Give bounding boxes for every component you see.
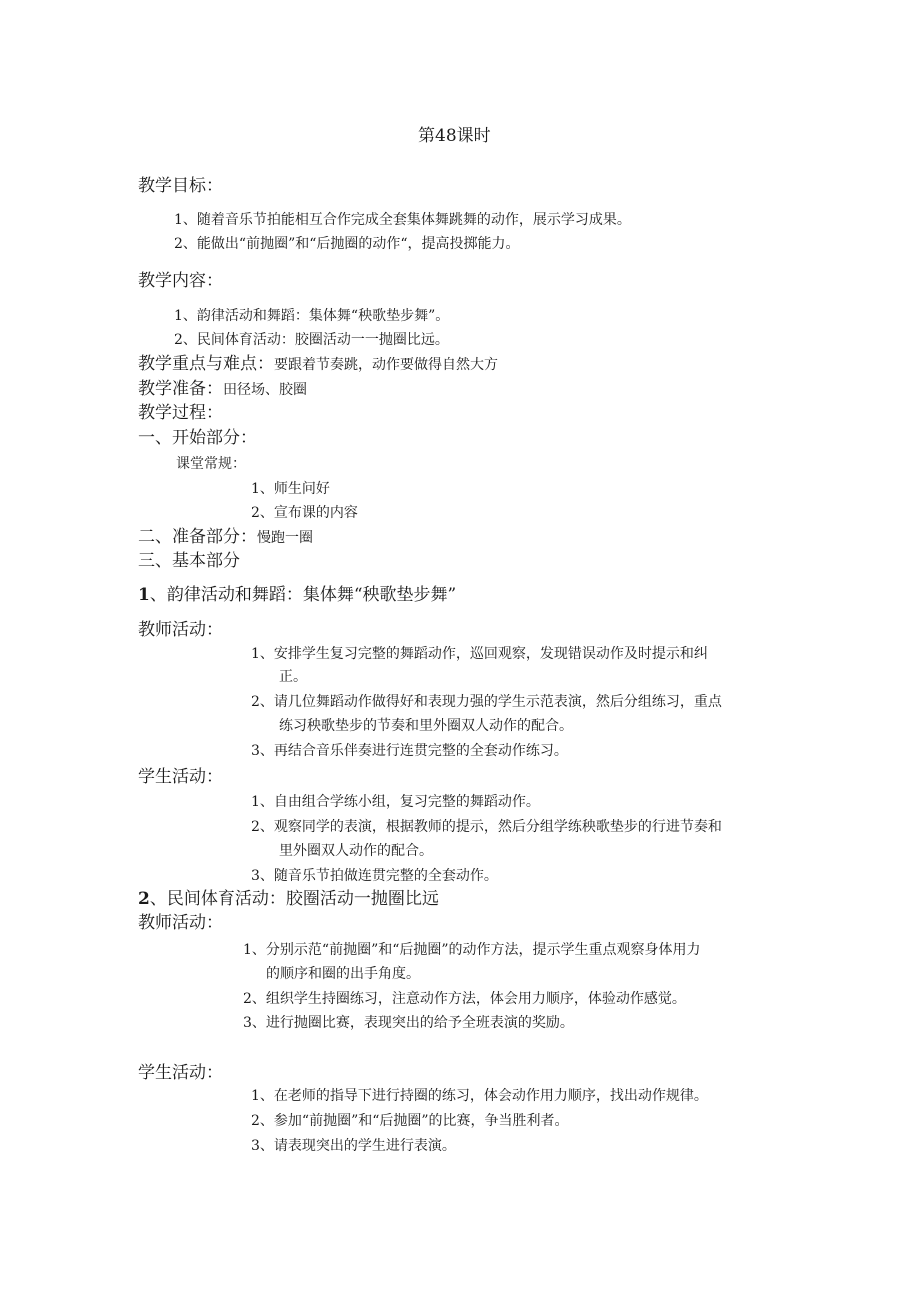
section1-teacher-heading: 教师活动： [138,620,223,640]
teacher-activity-item-cont: 练习秧歌垫步的节奏和里外圈双人动作的配合。 [279,718,573,734]
teacher-activity-item-cont: 的顺序和圈的出手角度。 [266,966,420,982]
preparation-text: 田径场、胶圈 [223,382,307,398]
goal-item: 2、能做出“前抛圈”和“后抛圈的动作“，提高投掷能力。 [174,236,520,252]
part1-item: 1、师生问好 [251,481,330,497]
student-activity-item-cont: 里外圈双人动作的配合。 [279,843,433,859]
goal-item: 1、随着音乐节拍能相互合作完成全套集体舞跳舞的动作，展示学习成果。 [174,212,631,228]
key-points-text: 要跟着节奏跳，动作要做得自然大方 [274,357,498,373]
teacher-activity-item: 3、再结合音乐伴奏进行连贯完整的全套动作练习。 [251,743,568,759]
part3-heading: 三、基本部分 [138,551,240,571]
section2-teacher-heading: 教师活动： [138,913,223,933]
key-points-label: 教学重点与难点： [138,354,274,374]
goals-heading: 教学目标： [138,176,223,196]
content-item: 1、韵律活动和舞蹈：集体舞“秧歌垫步舞”。 [174,308,450,324]
teacher-activity-item: 2、组织学生持圈练习，注意动作方法，体会用力顺序，体验动作感觉。 [243,991,686,1007]
teacher-activity-item: 1、安排学生复习完整的舞蹈动作，巡回观察，发现错误动作及时提示和纠 [251,646,708,662]
teacher-activity-item-cont: 正。 [279,669,307,685]
teacher-activity-item: 2、请几位舞蹈动作做得好和表现力强的学生示范表演，然后分组练习，重点 [251,694,722,710]
preparation [138,381,307,398]
content-item: 2、民间体育活动：胶圈活动一一抛圈比远。 [174,332,449,348]
student-activity-item: 1、自由组合学练小组，复习完整的舞蹈动作。 [251,794,540,810]
content-heading: 教学内容： [138,271,223,291]
part2-label: 二、准备部分： [138,527,257,547]
part2 [138,529,313,546]
student-activity-item: 3、请表现突出的学生进行表演。 [251,1138,456,1154]
key-points [138,356,498,373]
page-title: 第48课时 [418,126,491,146]
teacher-activity-item: 3、进行抛圈比赛，表现突出的给予全班表演的奖励。 [243,1015,574,1031]
process-heading: 教学过程： [138,403,223,423]
part2-text: 慢跑一圈 [257,530,313,546]
part1-heading: 一、开始部分： [138,428,257,448]
preparation-label: 教学准备： [138,379,223,399]
part1-sub: 课堂常规： [176,456,246,472]
section1-student-heading: 学生活动： [138,767,223,787]
section2-student-heading: 学生活动： [138,1063,223,1083]
section1-heading: 1、韵律活动和舞蹈：集体舞“秧歌垫步舞” [138,585,457,605]
student-activity-item: 2、参加“前抛圈”和“后抛圈”的比赛，争当胜利者。 [251,1113,569,1129]
student-activity-item: 3、随音乐节拍做连贯完整的全套动作。 [251,868,498,884]
section2-heading: 2、民间体育活动：胶圈活动一抛圈比远 [138,889,439,909]
student-activity-item: 2、观察同学的表演，根据教师的提示，然后分组学练秧歌垫步的行进节奏和 [251,819,722,835]
teacher-activity-item: 1、分别示范“前抛圈”和“后抛圈”的动作方法，提示学生重点观察身体用力 [243,942,701,958]
student-activity-item: 1、在老师的指导下进行持圈的练习，体会动作用力顺序，找出动作规律。 [251,1088,708,1104]
part1-item: 2、宣布课的内容 [251,505,358,521]
